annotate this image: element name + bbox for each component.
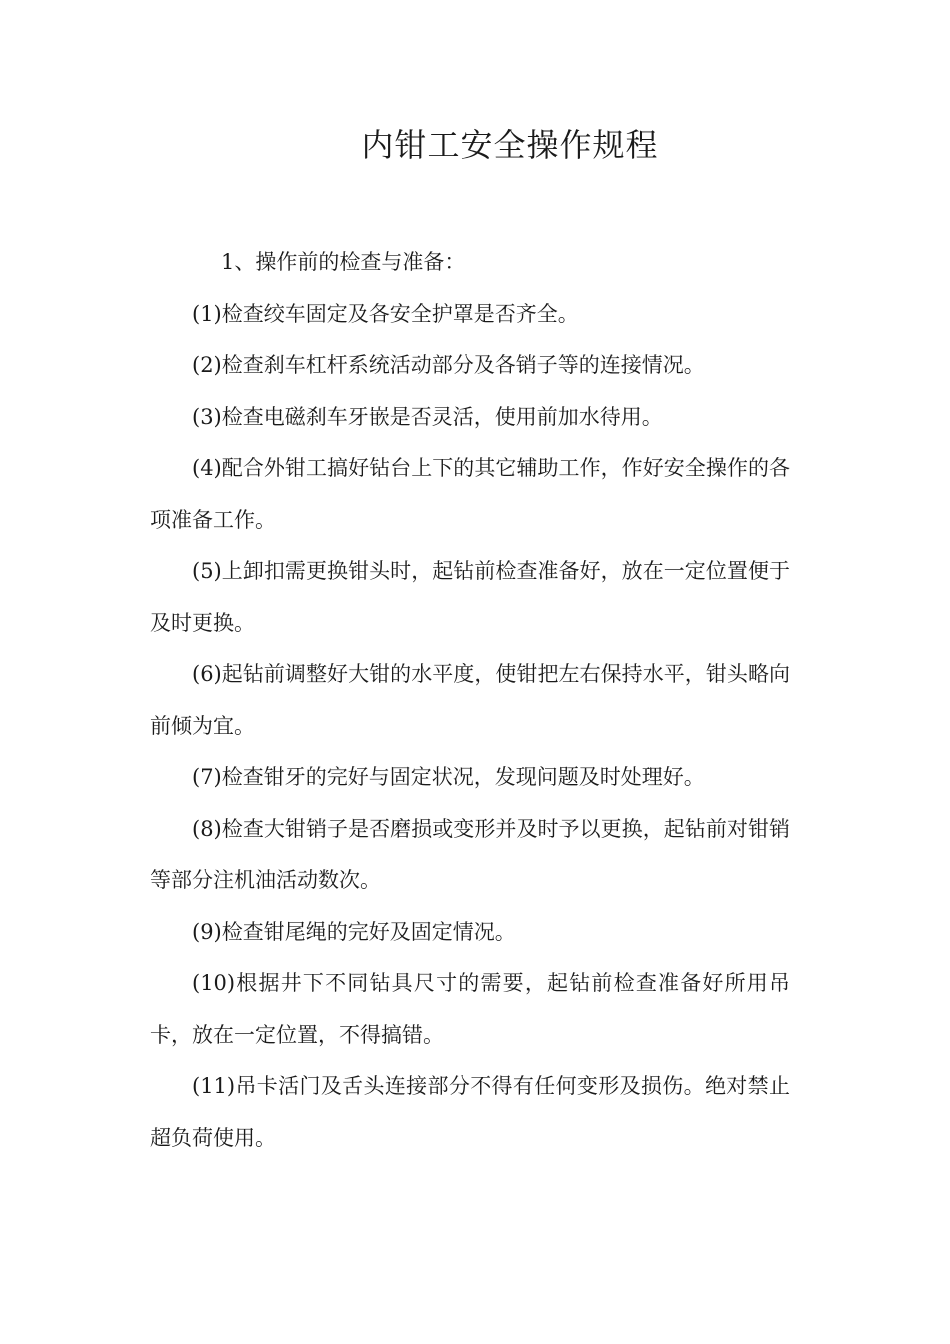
checklist-item-5: (5)上卸扣需更换钳头时，起钻前检查准备好，放在一定位置便于及时更换。 bbox=[150, 559, 790, 635]
checklist-item-3: (3)检查电磁刹车牙嵌是否灵活，使用前加水待用。 bbox=[192, 404, 663, 429]
section-heading: 1、操作前的检查与准备： bbox=[221, 250, 466, 274]
checklist-item-10: (10)根据井下不同钻具尺寸的需要，起钻前检查准备好所用吊卡，放在一定位置，不得搞错。 bbox=[150, 971, 790, 1047]
checklist-item-6: (6)起钻前调整好大钳的水平度，使钳把左右保持水平，钳头略向前倾为宜。 bbox=[150, 662, 790, 738]
checklist-item-7: (7)检查钳牙的完好与固定状况，发现问题及时处理好。 bbox=[192, 765, 705, 789]
checklist-item-4: (4)配合外钳工搞好钻台上下的其它辅助工作，作好安全操作的各项准备工作。 bbox=[150, 456, 790, 532]
checklist-item-9: (9)检查钳尾绳的完好及固定情况。 bbox=[192, 919, 516, 944]
checklist-item-2: (2)检查刹车杠杆系统活动部分及各销子等的连接情况。 bbox=[192, 353, 705, 377]
document-body bbox=[150, 237, 790, 1164]
document-title: 内钳工安全操作规程 bbox=[361, 126, 659, 164]
checklist-item-1: (1)检查绞车固定及各安全护罩是否齐全。 bbox=[192, 301, 579, 326]
checklist-item-11: (11)吊卡活门及舌头连接部分不得有任何变形及损伤。绝对禁止超负荷使用。 bbox=[150, 1074, 790, 1150]
checklist-item-8: (8)检查大钳销子是否磨损或变形并及时予以更换，起钻前对钳销等部分注机油活动数次。 bbox=[150, 816, 790, 892]
